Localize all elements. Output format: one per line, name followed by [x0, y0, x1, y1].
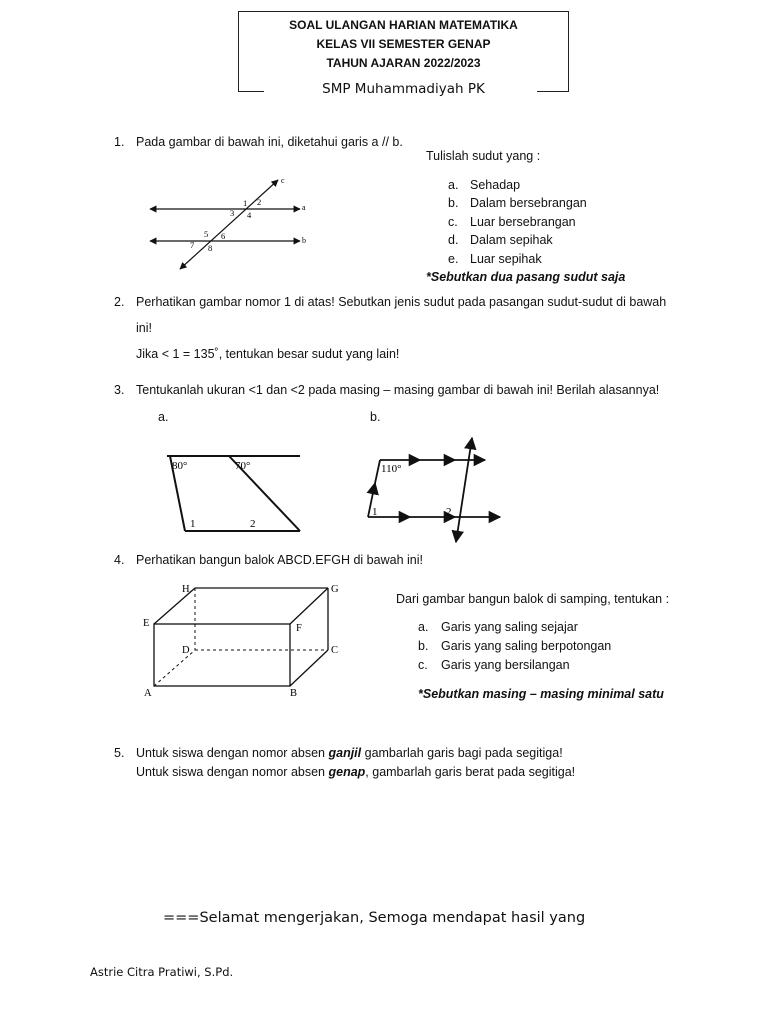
angle-70-label: 70° — [235, 460, 251, 472]
q5-line2-pre: Untuk siswa dengan nomor absen — [136, 765, 329, 779]
cuboid-figure — [138, 578, 348, 703]
vertex-f-label: F — [296, 623, 302, 634]
angle-1-label: 1 — [190, 518, 196, 530]
q1-option-e-text: Luar sepihak — [470, 252, 542, 266]
vertex-h-label: H — [182, 584, 190, 595]
closing-message: ===Selamat mengerjakan, Semoga mendapat hasil yang — [163, 910, 586, 926]
q3-figure-a — [160, 445, 310, 540]
vertex-a-label: A — [144, 688, 152, 699]
title-line-1: SOAL ULANGAN HARIAN MATEMATIKA — [289, 18, 518, 32]
q4-note: *Sebutkan masing – masing minimal satu — [418, 687, 664, 701]
school-name: SMP Muhammadiyah PK — [322, 81, 485, 97]
q4-option-c-letter: c. — [418, 658, 428, 672]
question-4-text: Perhatikan bangun balok ABCD.EFGH di bawah ini! — [136, 553, 423, 567]
angle-4-label: 4 — [247, 210, 252, 220]
q5-line2-emphasis: genap — [328, 765, 366, 779]
angle-1-label: 1 — [243, 198, 248, 208]
question-5-line-1 — [136, 745, 563, 761]
question-2-line-1: Perhatikan gambar nomor 1 di atas! Sebutkan jenis sudut pada pasangan sudut-sudut di bawah — [136, 295, 667, 309]
q5-line2-post: , gambarlah garis berat pada segitiga! — [365, 765, 576, 779]
question-4-number: 4. — [114, 553, 125, 567]
angle-2-label: 2 — [446, 506, 452, 518]
angle-2-label: 2 — [250, 518, 256, 530]
q1-option-b-letter: b. — [448, 196, 459, 210]
q4-option-b-letter: b. — [418, 639, 429, 653]
question-1-prompt: Tulislah sudut yang : — [426, 149, 541, 163]
title-line-3: TAHUN AJARAN 2022/2023 — [326, 56, 481, 70]
angle-8-label: 8 — [208, 243, 213, 253]
q4-option-a-text: Garis yang saling sejajar — [441, 620, 578, 634]
question-1-number: 1. — [114, 135, 125, 149]
title-line-2: KELAS VII SEMESTER GENAP — [316, 37, 491, 51]
q4-option-b-text: Garis yang saling berpotongan — [441, 639, 612, 653]
question-1-text: Pada gambar di bawah ini, diketahui garis a // b. — [136, 135, 403, 149]
title-box-border-right — [537, 91, 568, 92]
title-box-border-left — [238, 91, 264, 92]
q1-option-a-letter: a. — [448, 178, 459, 192]
q3-figure-b-label: b. — [370, 410, 381, 424]
title-box — [238, 11, 569, 97]
angle-6-label: 6 — [221, 231, 226, 241]
question-3-number: 3. — [114, 383, 125, 397]
q5-line1-emphasis: ganjil — [328, 746, 362, 760]
vertex-g-label: G — [331, 584, 339, 595]
vertex-e-label: E — [143, 618, 150, 629]
vertex-c-label: C — [331, 645, 339, 656]
line-b-label: b — [302, 236, 306, 245]
parallel-lines-figure — [140, 170, 320, 275]
question-2-number: 2. — [114, 295, 125, 309]
vertex-b-label: B — [290, 688, 298, 699]
angle-110-label: 110° — [381, 463, 402, 475]
q1-note: *Sebutkan dua pasang sudut saja — [426, 270, 626, 284]
q4-option-a-letter: a. — [418, 620, 429, 634]
angle-7-label: 7 — [190, 240, 195, 250]
q5-line1-pre: Untuk siswa dengan nomor absen — [136, 746, 329, 760]
q1-option-b-text: Dalam bersebrangan — [470, 196, 587, 210]
vertex-d-label: D — [182, 645, 190, 656]
q1-option-c-letter: c. — [448, 215, 458, 229]
question-2-line-2: ini! — [136, 321, 152, 335]
angle-2-label: 2 — [257, 197, 262, 207]
q1-option-a-text: Sehadap — [470, 178, 521, 192]
author-name: Astrie Citra Pratiwi, S.Pd. — [90, 965, 234, 979]
q1-option-e-letter: e. — [448, 252, 459, 266]
q3-figure-b — [360, 430, 510, 545]
question-5-line-2 — [136, 764, 575, 780]
question-3-text: Tentukanlah ukuran <1 dan <2 pada masing – masing gambar di bawah ini! Berilah alasannya! — [136, 383, 660, 397]
angle-5-label: 5 — [204, 229, 209, 239]
question-5-number: 5. — [114, 746, 125, 760]
q4-option-c-text: Garis yang bersilangan — [441, 658, 570, 672]
q5-line1-post: gambarlah garis bagi pada segitiga! — [361, 746, 563, 760]
line-c-label: c — [281, 176, 285, 185]
q1-option-d-text: Dalam sepihak — [470, 233, 553, 247]
angle-1-label: 1 — [372, 506, 378, 518]
line-a-label: a — [302, 203, 306, 212]
q1-option-c-text: Luar bersebrangan — [470, 215, 576, 229]
angle-80-label: 80° — [172, 460, 188, 472]
line-c — [180, 180, 278, 269]
question-2-line-3: Jika < 1 = 135˚, tentukan besar sudut yang lain! — [136, 347, 400, 361]
angle-3-label: 3 — [230, 208, 235, 218]
q3-figure-a-label: a. — [158, 410, 169, 424]
q1-option-d-letter: d. — [448, 233, 459, 247]
question-4-prompt: Dari gambar bangun balok di samping, tentukan : — [396, 592, 670, 606]
